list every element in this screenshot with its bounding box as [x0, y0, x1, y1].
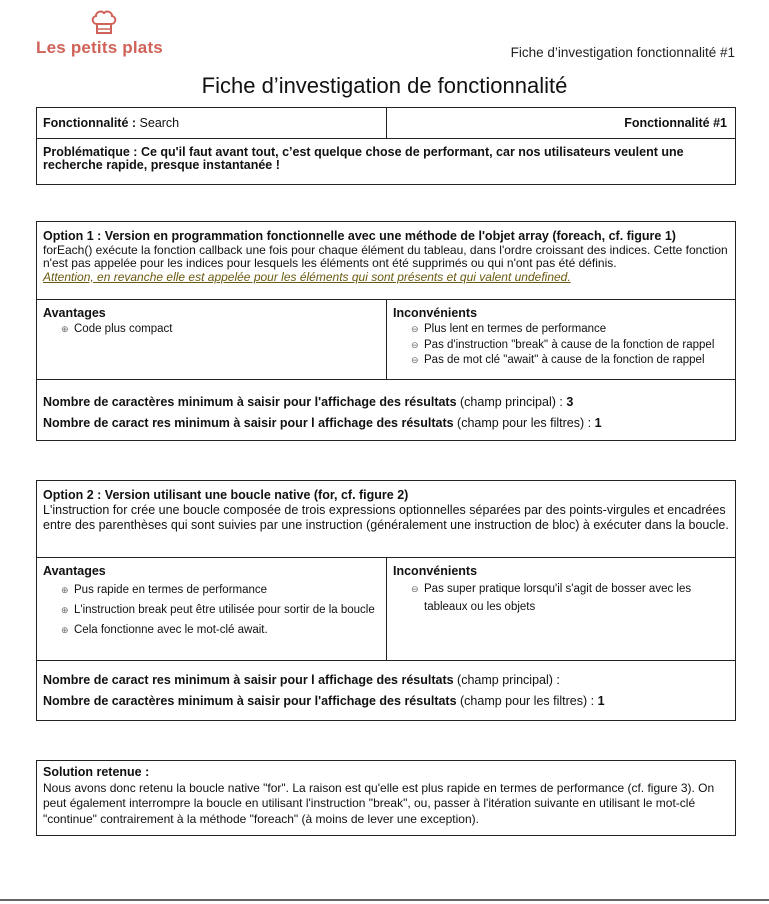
brand-name: Les petits plats	[36, 38, 163, 57]
minus-circle-icon: ⊖	[411, 339, 419, 350]
list-item: ⊖ Pas d'instruction "break" à cause de la fonction de rappel	[411, 338, 729, 354]
feature-label: Fonctionnalité :	[43, 116, 140, 130]
option-1-description: forEach() exécute la fonction callback une fois pour chaque élément du tableau, dans l'ordre croissant des indices. Cette fonction n'est pas appelée pour les indices pour lesquels les éléments ont été supprimés ou qui n'ont pas été définis.	[43, 242, 728, 270]
minus-circle-icon: ⊖	[411, 324, 419, 334]
option-1-min-chars	[37, 382, 735, 444]
pros-title: Avantages	[43, 306, 106, 320]
list-item: ⊖ Pas de mot clé "await" à cause de la fonction de rappel	[411, 353, 729, 369]
min-chars-filters: Nombre de caract res minimum à saisir pour l affichage des résultats (champ pour les filtres) : 1	[43, 416, 602, 430]
option-1-pros-cons	[37, 300, 735, 380]
page-title: Fiche d’investigation de fonctionnalité	[201, 73, 568, 98]
cons-title: Inconvénients	[393, 306, 478, 320]
minus-circle-icon: ⊖	[411, 584, 419, 594]
problem-label: Problématique :	[43, 145, 141, 159]
plus-circle-icon: ⊕	[61, 605, 69, 615]
list-item: ⊕ Cela fonctionne avec le mot-clé await.	[61, 620, 380, 640]
option-1-header	[37, 222, 735, 300]
plus-circle-icon: ⊕	[61, 324, 69, 334]
feature-value: Search	[139, 116, 180, 130]
list-item: ⊖ Pas super pratique lorsqu'il s'agit de bosser avec les tableaux ou les objets	[411, 580, 729, 616]
solution-text: Nous avons donc retenu la boucle native "for". La raison est qu'elle est plus rapide en termes de performance (cf. figure 3). On peut également interrompre la boucle en utilisant l'instruction "break", ou, passer à l'itération suivante en utilisant le mot-clé "continue" contrairement à la méthode "foreach" (à moins de lever une exception).	[43, 780, 715, 826]
option-2-description: L'instruction for crée une boucle composée de trois expressions optionnelles séparées par des points-virgules et encadrées entre des parenthèses qui sont suivies par une instruction (généralement une instruction de bloc) à exécuter dans la boucle.	[43, 502, 729, 532]
brand-logo	[36, 10, 176, 60]
list-item: ⊕ Pus rapide en termes de performance	[61, 580, 380, 600]
pros-title: Avantages	[43, 564, 106, 578]
plus-circle-icon: ⊕	[61, 625, 69, 635]
feature-cell	[37, 108, 387, 138]
solution-cell	[37, 761, 735, 831]
problem-cell	[37, 139, 735, 179]
option-1-cons	[387, 300, 735, 379]
option-2-header	[37, 481, 735, 558]
list-item: ⊕ Code plus compact	[61, 322, 380, 338]
option-1-heading: Option 1 : Version en programmation fonctionnelle avec une méthode de l'objet array (foreach, cf. figure 1)	[43, 229, 676, 243]
minus-circle-icon: ⊖	[411, 355, 419, 365]
option-2-heading: Option 2 : Version utilisant une boucle native (for, cf. figure 2)	[43, 488, 409, 502]
min-chars-main: Nombre de caract res minimum à saisir pour l affichage des résultats (champ principal) :	[43, 673, 560, 687]
option-2-pros	[37, 558, 387, 660]
solution-title: Solution retenue :	[43, 765, 150, 779]
document-reference: Fiche d’investigation fonctionnalité #1	[510, 45, 735, 60]
option-2-pros-cons	[37, 558, 735, 661]
cons-title: Inconvénients	[393, 564, 478, 578]
option-1-table	[36, 221, 736, 441]
option-2-cons	[387, 558, 735, 660]
list-item: ⊖ Plus lent en termes de performance	[411, 322, 729, 338]
feature-row	[37, 108, 735, 139]
option-1-note: Attention, en revanche elle est appelée pour les éléments qui sont présents et qui valent undefined.	[43, 269, 571, 284]
chef-hat-icon	[90, 10, 118, 36]
page-bottom-divider	[0, 899, 769, 901]
list-item: ⊕ L'instruction break peut être utilisée pour sortir de la boucle	[61, 600, 380, 620]
summary-table	[36, 107, 736, 185]
feature-number: Fonctionnalité #1	[624, 116, 727, 130]
min-chars-main: Nombre de caractères minimum à saisir pour l'affichage des résultats (champ principal) : 3	[43, 395, 574, 409]
problem-text: Ce qu'il faut avant tout, c’est quelque chose de performant, car nos utilisateurs veulent une recherche rapide, presque instantanée !	[43, 145, 684, 172]
option-1-pros	[37, 300, 387, 379]
option-2-min-chars	[37, 662, 735, 722]
solution-table	[36, 760, 736, 836]
plus-circle-icon: ⊕	[61, 585, 69, 595]
option-2-table	[36, 480, 736, 721]
min-chars-filters: Nombre de caractères minimum à saisir pour l'affichage des résultats (champ pour les filtres) : 1	[43, 694, 605, 708]
